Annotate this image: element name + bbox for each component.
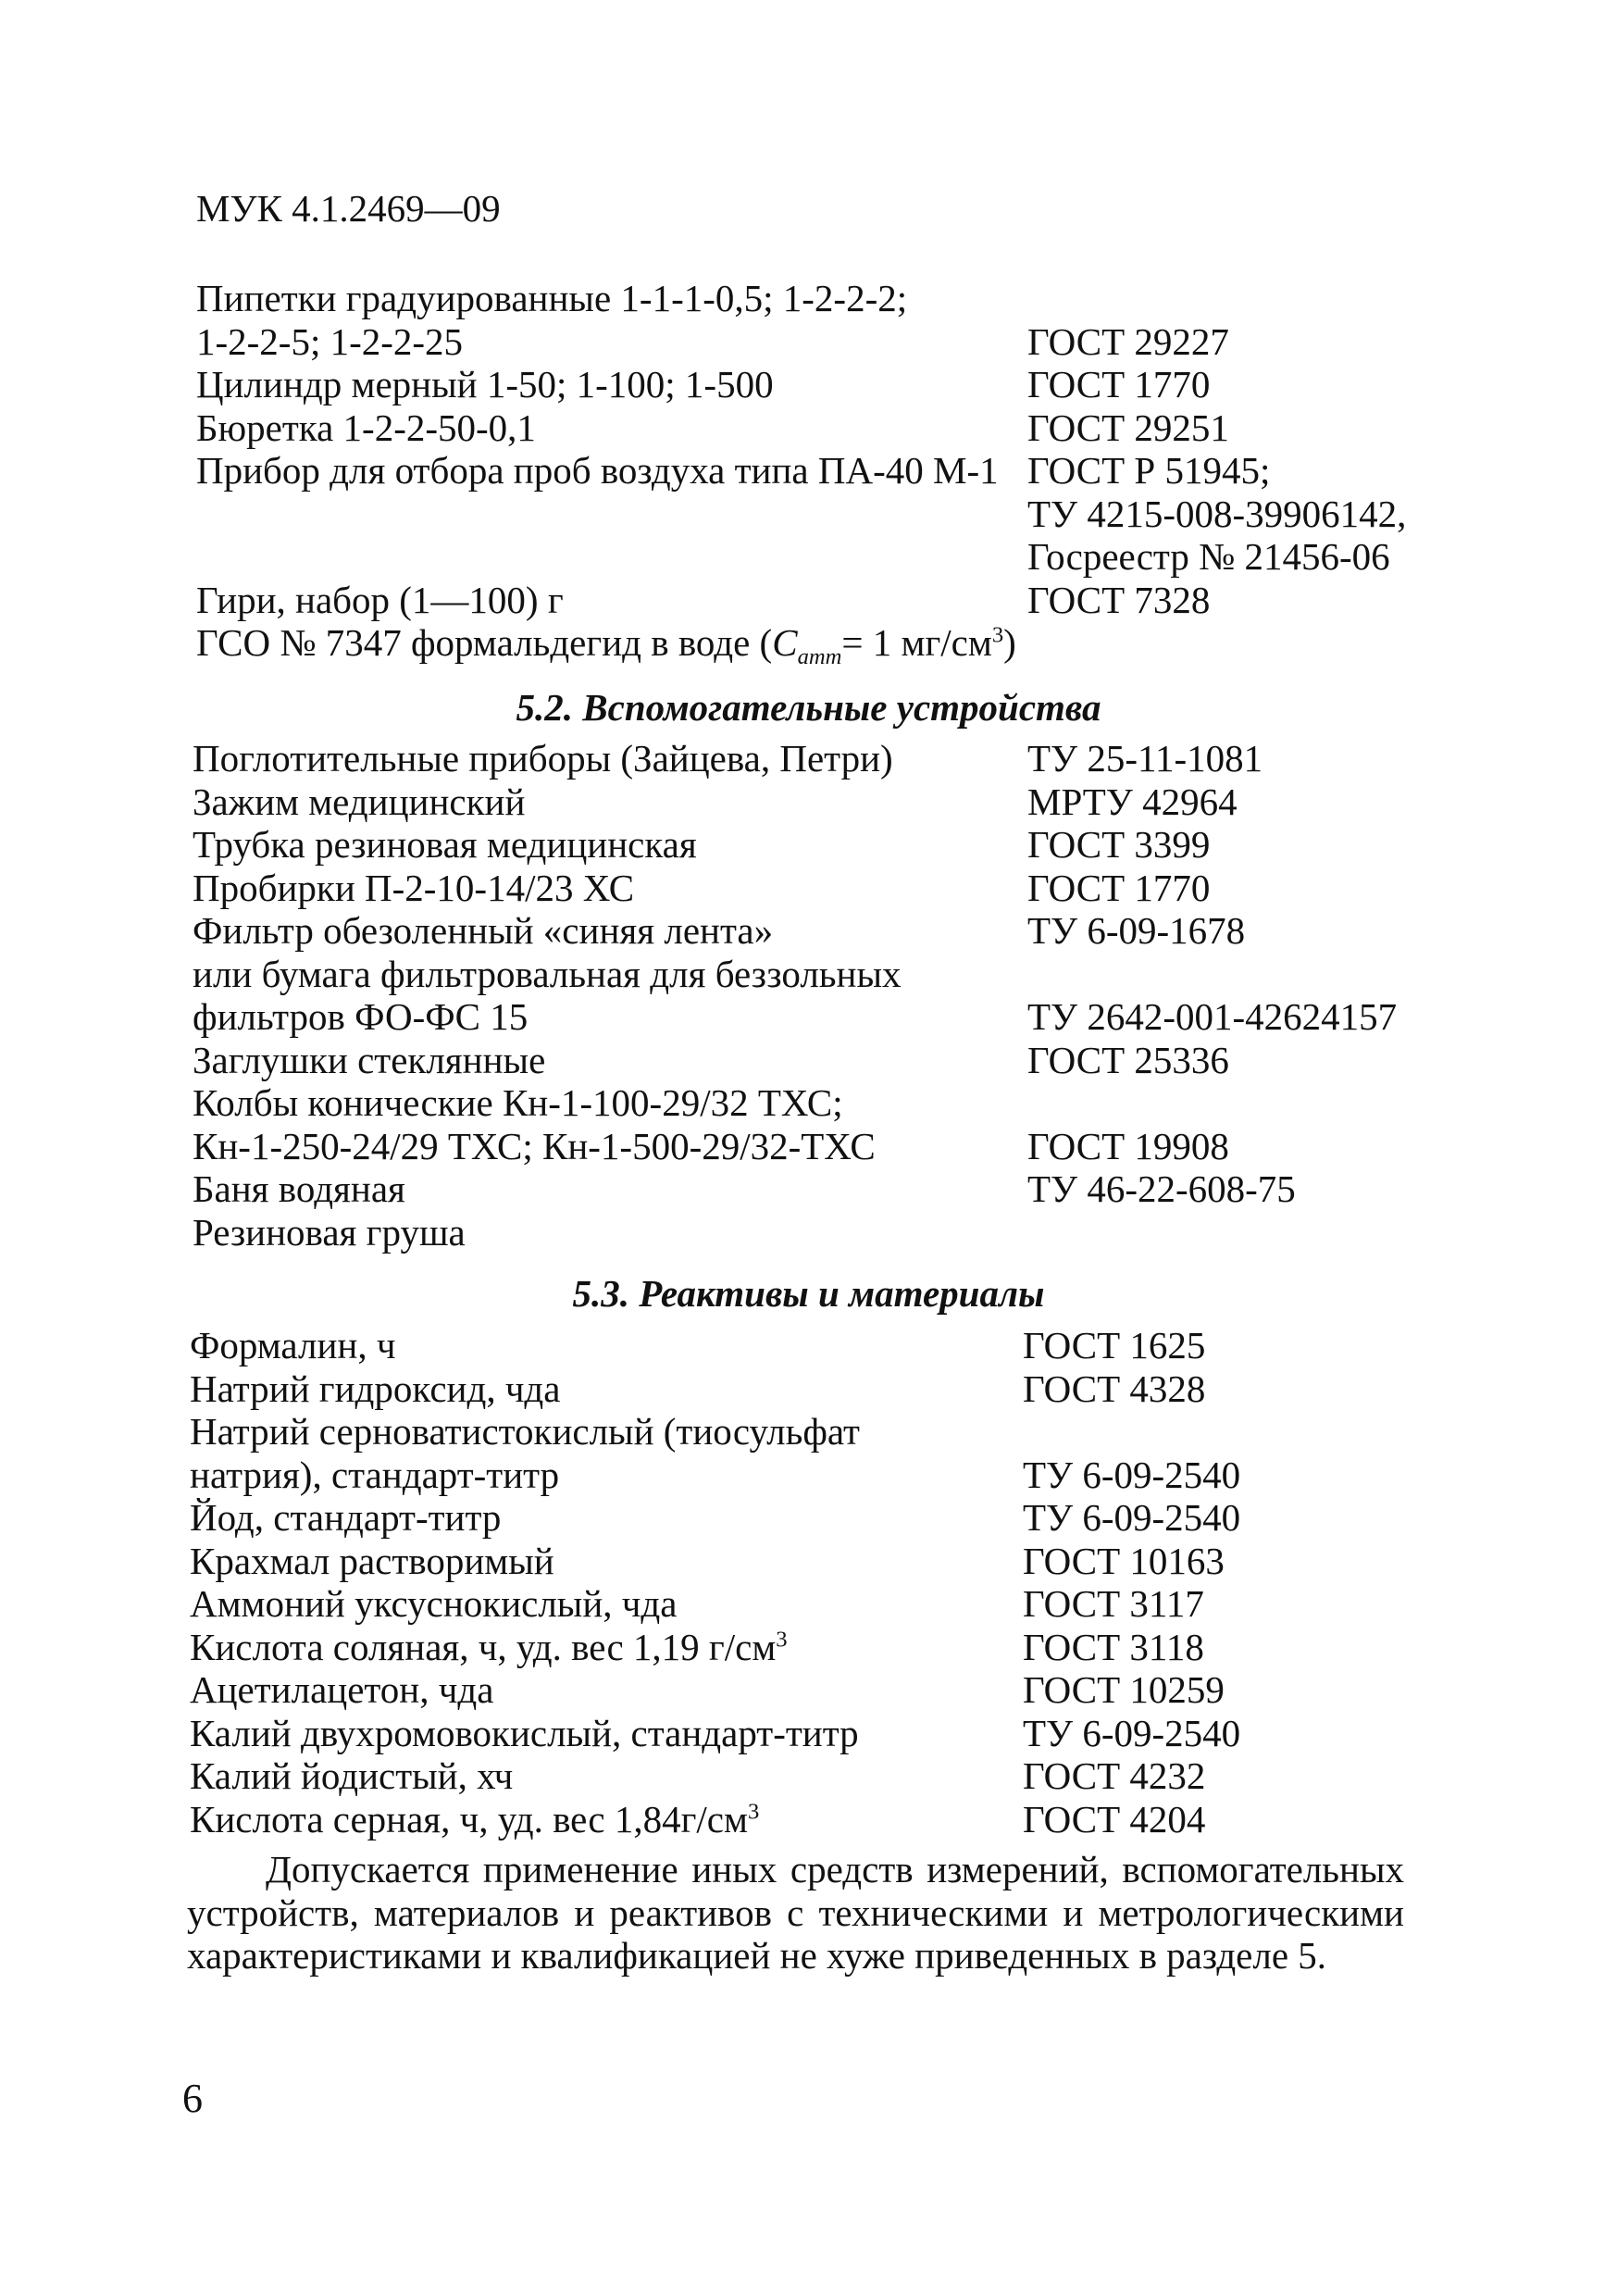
item-name: Пробирки П-2-10-14/23 ХС (193, 866, 635, 909)
item-name: Натрий гидроксид, чда (190, 1366, 561, 1410)
item-ref: ГОСТ 1770 (1027, 866, 1211, 909)
list-item (196, 406, 1446, 450)
list-item (196, 320, 1446, 364)
reagents-list (190, 1324, 1439, 1841)
item-ref: Госреестр № 21456-06 (1027, 535, 1390, 578)
item-sup: 3 (776, 1626, 788, 1652)
list-item (190, 1754, 1439, 1798)
list-item (196, 579, 1446, 622)
item-ref: ГОСТ 19908 (1027, 1124, 1229, 1167)
document-header: МУК 4.1.2469—09 (196, 187, 501, 230)
list-item (193, 1211, 1442, 1254)
list-item (190, 1540, 1439, 1583)
list-item (190, 1668, 1439, 1712)
list-item (190, 1798, 1439, 1841)
list-item (193, 909, 1442, 953)
item-ref: ТУ 6-09-1678 (1027, 909, 1246, 952)
list-item (190, 1712, 1439, 1755)
item-name: Крахмал растворимый (190, 1539, 554, 1582)
item-ref: ГОСТ 29251 (1027, 406, 1229, 449)
item-name: Калий йодистый, хч (190, 1754, 514, 1797)
item-ref: ТУ 6-09-2540 (1023, 1496, 1241, 1539)
item-ref: МРТУ 42964 (1027, 780, 1238, 823)
list-item (196, 277, 1446, 320)
list-item (190, 1496, 1439, 1540)
equipment-list (196, 277, 1446, 670)
list-item (193, 1039, 1442, 1082)
item-name: Трубка резиновая медицинская (193, 823, 697, 866)
item-ref: ТУ 46-22-608-75 (1027, 1167, 1296, 1210)
gso-symbol: C (772, 621, 798, 664)
item-name: натрия), стандарт-титр (190, 1453, 560, 1496)
section-heading-5-2: 5.2. Вспомогательные устройства (516, 686, 1101, 729)
item-name: Колбы конические Кн-1-100-29/32 ТХС; (193, 1081, 843, 1124)
gso-line (196, 621, 1446, 670)
item-ref: ГОСТ 29227 (1027, 319, 1229, 363)
gso-prefix: ГСО № 7347 формальдегид в воде ( (196, 621, 773, 664)
item-ref: ГОСТ Р 51945; (1027, 449, 1271, 492)
item-name: Бюретка 1-2-2-50-0,1 (196, 406, 536, 449)
item-name: Фильтр обезоленный «синяя лента» (193, 909, 774, 952)
gso-sup: 3 (991, 622, 1004, 648)
item-sup: 3 (747, 1798, 760, 1824)
item-ref: ГОСТ 3118 (1023, 1625, 1204, 1668)
list-item (190, 1582, 1439, 1626)
list-item (190, 1410, 1439, 1454)
list-item (196, 535, 1446, 579)
item-name: Кислота соляная, ч, уд. вес 1,19 г/см (190, 1625, 777, 1668)
section-heading-5-3: 5.3. Реактивы и материалы (572, 1272, 1045, 1315)
item-ref: ТУ 2642-001-42624157 (1027, 995, 1398, 1038)
list-item (196, 449, 1446, 493)
item-ref: ГОСТ 4204 (1023, 1797, 1206, 1841)
item-name: Баня водяная (193, 1167, 405, 1210)
item-name: Зажим медицинский (193, 780, 526, 823)
list-item (193, 823, 1442, 867)
list-item (190, 1367, 1439, 1411)
item-name: Заглушки стеклянные (193, 1038, 546, 1081)
devices-list (193, 737, 1442, 1254)
item-name: Калий двухромовокислый, стандарт-титр (190, 1711, 859, 1754)
item-ref: ГОСТ 1770 (1027, 363, 1211, 406)
item-name: Прибор для отбора проб воздуха типа ПА-40 М-1 (196, 449, 999, 492)
item-name: Резиновая груша (193, 1210, 466, 1254)
item-name: Натрий серноватистокислый (тиосульфат (190, 1410, 860, 1453)
item-ref: ГОСТ 3117 (1023, 1582, 1204, 1625)
list-item (190, 1454, 1439, 1497)
list-item (193, 780, 1442, 824)
item-name: 1-2-2-5; 1-2-2-25 (196, 319, 464, 363)
list-item (196, 493, 1446, 536)
item-name: Пипетки градуированные 1-1-1-0,5; 1-2-2-2; (196, 277, 908, 319)
item-ref: ТУ 6-09-2540 (1023, 1711, 1241, 1754)
closing-paragraph: Допускается применение иных средств измерений, вспомогательных устройств, материалов и реактивов с техническими и метрологическими характеристиками и квалификацией не хуже приведенных в разделе 5. (187, 1848, 1404, 1977)
item-name: фильтров ФО-ФС 15 (193, 995, 529, 1038)
list-item (193, 953, 1442, 996)
item-ref: ГОСТ 3399 (1027, 823, 1211, 866)
item-ref: ГОСТ 10259 (1023, 1668, 1225, 1711)
gso-suffix: = 1 мг/см (841, 621, 992, 664)
item-ref: ГОСТ 4328 (1023, 1366, 1206, 1410)
item-ref: ГОСТ 10163 (1023, 1539, 1225, 1582)
item-name: Кн-1-250-24/29 ТХС; Кн-1-500-29/32-ТХС (193, 1124, 876, 1167)
list-item (193, 1125, 1442, 1168)
list-item (193, 995, 1442, 1039)
item-name: Поглотительные приборы (Зайцева, Петри) (193, 737, 893, 780)
item-name: Аммоний уксуснокислый, чда (190, 1582, 678, 1625)
list-item (190, 1324, 1439, 1367)
item-ref: ГОСТ 7328 (1027, 578, 1211, 621)
item-name: Ацетилацетон, чда (190, 1668, 494, 1711)
item-ref: ГОСТ 25336 (1027, 1038, 1229, 1081)
list-item (193, 737, 1442, 780)
gso-close: ) (1003, 621, 1016, 664)
list-item (190, 1626, 1439, 1669)
item-ref: ГОСТ 1625 (1023, 1324, 1206, 1366)
item-name: Кислота серная, ч, уд. вес 1,84г/см (190, 1797, 748, 1841)
item-name: Гири, набор (1—100) г (196, 578, 564, 621)
item-ref: ТУ 4215-008-39906142, (1027, 492, 1407, 535)
item-ref: ТУ 6-09-2540 (1023, 1453, 1241, 1496)
list-item (193, 1081, 1442, 1125)
gso-subscript: атт (797, 644, 842, 670)
item-ref: ГОСТ 4232 (1023, 1754, 1206, 1797)
page-number: 6 (182, 2076, 203, 2121)
list-item (193, 1167, 1442, 1211)
item-name: или бумага фильтровальная для беззольных (193, 952, 902, 995)
list-item (196, 363, 1446, 406)
item-name: Цилиндр мерный 1-50; 1-100; 1-500 (196, 363, 774, 406)
item-name: Йод, стандарт-титр (190, 1496, 502, 1539)
list-item (193, 867, 1442, 910)
item-ref: ТУ 25-11-1081 (1027, 737, 1263, 780)
item-name: Формалин, ч (190, 1324, 396, 1366)
